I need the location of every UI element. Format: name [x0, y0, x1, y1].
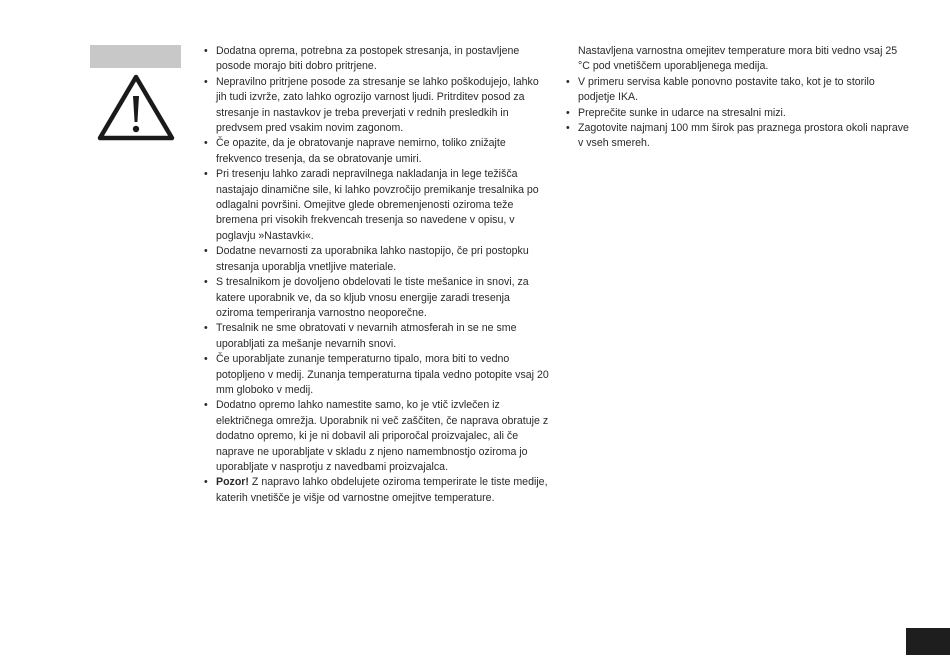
list-item: • Dodatne nevarnosti za uporabnika lahko nastopijo, če pri postopku stresanja uporablja vnetljive materiale.: [204, 244, 549, 275]
list-item: • Dodatno opremo lahko namestite samo, ko je vtič izvlečen iz električnega omrežja. Uporabnik ni več zaščiten, če naprava obratuje z dodatno opremo, ki je ni dobavil ali priporočal proizvajalec, ali če naprave ne uporabljate v skladu z njeno namembnostjo oziroma jo uporabljate v nasprotju z navedbami proizvajalca.: [204, 398, 549, 475]
list-item: • S tresalnikom je dovoljeno obdelovati le tiste mešanice in snovi, za katere uporabnik ve, da so kljub vnosu energije zaradi tresenja oziroma temperiranja varnostno neoporečne.: [204, 275, 549, 321]
list-item: • Nepravilno pritrjene posode za stresanje se lahko poškodujejo, lahko jih tudi izvrže, zato lahko ogrozijo varnost ljudi. Pritrditev posod za stresanje in nastavkov je treba preverjati v rednih presledkih in predvsem pred vsakim novim zagonom.: [204, 75, 549, 137]
warning-header-bar: [90, 45, 181, 68]
pozor-text: Z napravo lahko obdelujete oziroma temperirate le tiste medije, katerih vnetišče je višje od varnostne omejitve temperature.: [216, 476, 548, 504]
list-item: • Pri tresenju lahko zaradi nepravilnega nakladanja in lege težišča nastajajo dinamične sile, ki lahko povzročijo premikanje tresalnika po odlagalni površini. Omejitve glede obremenjenosti oziroma teže bremena pri visokih frekvencah tresenja so navedene v opisu, v poglavju »Nastavki«.: [204, 167, 549, 244]
list-item-pozor: [204, 475, 549, 506]
list-item: • Če uporabljate zunanje temperaturno tipalo, mora biti to vedno potopljeno v medij. Zunanja temperaturna tipala vedno potopite vsaj 20 mm globoko v medij.: [204, 352, 549, 398]
continued-paragraph: Nastavljena varnostna omejitev temperature mora biti vedno vsaj 25 °C pod vnetiščem uporabljenega medija.: [578, 45, 898, 73]
pozor-label: Pozor!: [216, 476, 249, 489]
page-edge-tab: [906, 628, 950, 655]
list-item: • Če opazite, da je obratovanje naprave nemirno, toliko znižajte frekvenco tresenja, da se obratovanje umiri.: [204, 136, 549, 167]
list-item: • Preprečite sunke in udarce na stresalni mizi.: [566, 106, 911, 121]
warning-triangle-icon: [96, 72, 176, 142]
list-item: • Zagotovite najmanj 100 mm širok pas praznega prostora okoli naprave v vseh smereh.: [566, 121, 911, 152]
list-item: • Tresalnik ne sme obratovati v nevarnih atmosferah in se ne sme uporabljati za mešanje nevarnih snovi.: [204, 321, 549, 352]
left-column: [204, 44, 549, 506]
right-column: [566, 44, 911, 152]
list-item: • Dodatna oprema, potrebna za postopek stresanja, in postavljene posode morajo biti dobro pritrjene.: [204, 44, 549, 75]
list-item: • V primeru servisa kable ponovno postavite tako, kot je to storilo podjetje IKA.: [566, 75, 911, 106]
